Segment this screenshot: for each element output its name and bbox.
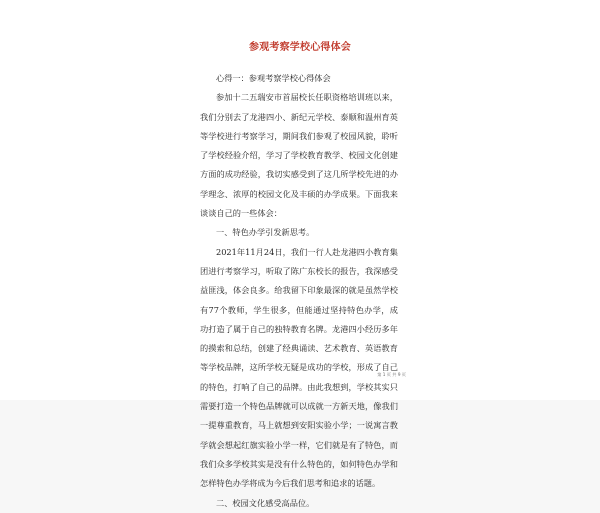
- body-paragraph: 参加十二五瑞安市首届校长任职资格培训班以来，我们分别去了龙港四小、新纪元学校、泰顺和温州育英等学校进行考察学习，期间我们参观了校园风貌，聆听了学校经验介绍，学习了学校教育教学、校园文化创建方面的成功经验，我切实感受到了这几所学校先进的办学理念、浓厚的校园文化及丰硕的办学成果。下面我来谈谈自己的一些体会：: [200, 92, 398, 219]
- page-number-footer: 第 1 页 共 9 页: [377, 372, 406, 377]
- section-heading: 一、特色办学引发新思考。: [216, 227, 315, 238]
- section-heading: 二、校园文化感受高品位。: [216, 497, 315, 508]
- document-title: 参观考察学校心得体会: [249, 42, 351, 53]
- document-body: [200, 69, 398, 513]
- document-subtitle: 心得一：参观考察学校心得体会: [216, 73, 331, 83]
- body-paragraph: 2021年11月24日，我们一行人赴龙港四小教育集团进行考察学习，听取了陈广东校长的报告，我深感受益匪浅，体会良多。给我留下印象最深的就是虽然学校有77个教师，学生很多，但能通过坚持特色办学，成功打造了属于自己的独特教育名牌。龙港四小经历多年的摸索和总结，创建了经典诵读、艺术教育、英语教育等学校品牌，这所学校无疑是成功的学校，形成了自己的特色，打响了自己的品牌。由此我想到，学校其实只需要打造一个特色品牌就可以成就一方新天地，像我们一提尊重教育，马上就想到安阳实验小学；一说寓言教学就会想起红旗实验小学一样，它们就是有了特色，而我们众多学校其实是没有什么特色的，如何特色办学和怎样特色办学将成为今后我们思考和追求的话题。: [200, 246, 398, 489]
